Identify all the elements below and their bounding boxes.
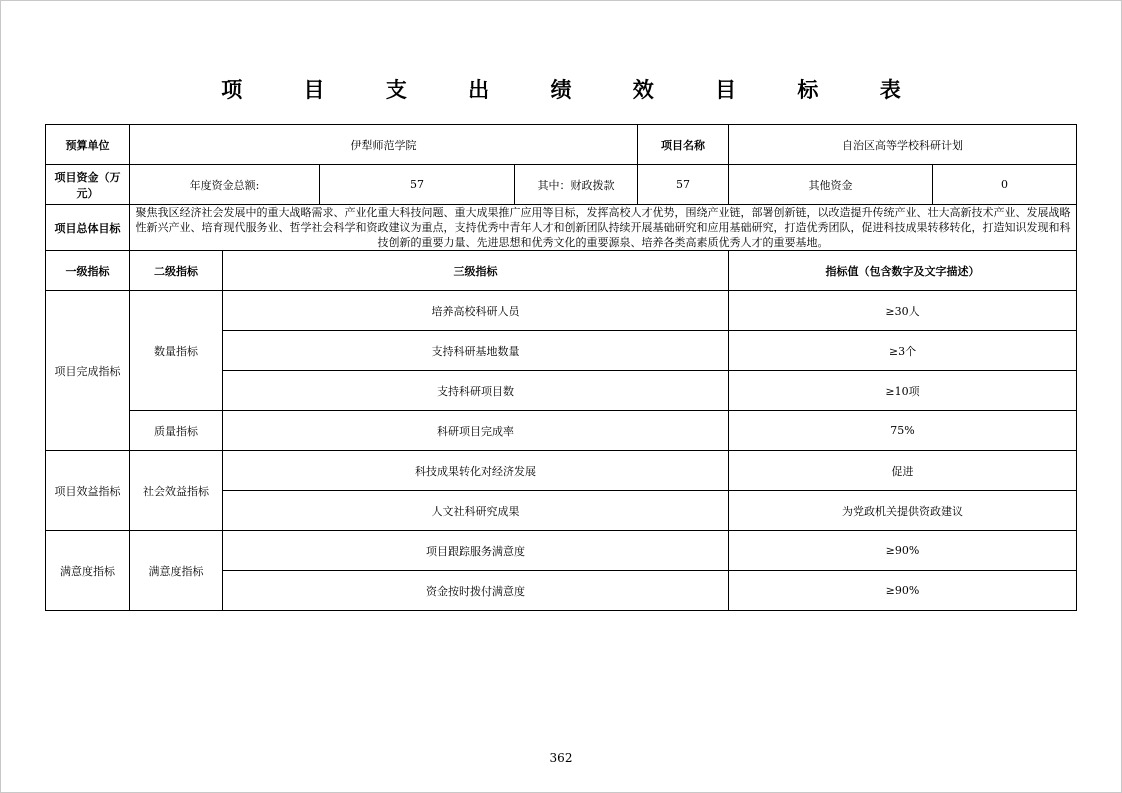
satisfaction-sub-label: 满意度指标 bbox=[130, 531, 223, 611]
table-row bbox=[46, 411, 1077, 451]
budget-unit-label: 预算单位 bbox=[46, 125, 130, 165]
completion-label: 项目完成指标 bbox=[46, 291, 130, 451]
funds-other-label: 其他资金 bbox=[729, 165, 933, 205]
indicator-name: 科技成果转化对经济发展 bbox=[223, 451, 729, 491]
quality-label: 质量指标 bbox=[130, 411, 223, 451]
indicator-name: 支持科研项目数 bbox=[223, 371, 729, 411]
funds-fiscal-value: 57 bbox=[638, 165, 729, 205]
indicator-value: ≥10项 bbox=[729, 371, 1077, 411]
quantity-label: 数量指标 bbox=[130, 291, 223, 411]
indicator-value: ≥3个 bbox=[729, 331, 1077, 371]
column-value: 指标值（包含数字及文字描述） bbox=[729, 251, 1077, 291]
indicator-value: ≥90% bbox=[729, 531, 1077, 571]
budget-unit-value: 伊犁师范学院 bbox=[130, 125, 638, 165]
satisfaction-label: 满意度指标 bbox=[46, 531, 130, 611]
page-title: 项 目 支 出 绩 效 目 标 表 bbox=[221, 78, 928, 102]
indicator-value: 75% bbox=[729, 411, 1077, 451]
funds-total-value: 57 bbox=[320, 165, 515, 205]
page-number: 362 bbox=[549, 751, 573, 765]
indicator-name: 项目跟踪服务满意度 bbox=[223, 531, 729, 571]
benefit-label: 项目效益指标 bbox=[46, 451, 130, 531]
indicator-name: 培养高校科研人员 bbox=[223, 291, 729, 331]
indicator-name: 资金按时拨付满意度 bbox=[223, 571, 729, 611]
funds-fiscal-label: 其中：财政拨款 bbox=[515, 165, 638, 205]
funds-total-label: 年度资金总额: bbox=[130, 165, 320, 205]
funds-other-value: 0 bbox=[933, 165, 1077, 205]
funds-row bbox=[46, 165, 1077, 205]
table-row bbox=[46, 291, 1077, 331]
social-benefit-label: 社会效益指标 bbox=[130, 451, 223, 531]
column-level3: 三级指标 bbox=[223, 251, 729, 291]
indicator-value: ≥30人 bbox=[729, 291, 1077, 331]
goal-text: 聚焦我区经济社会发展中的重大战略需求、产业化重大科技问题、重大成果推广应用等目标，发挥高校人才优势，围绕产业链，部署创新链，以改造提升传统产业、壮大高新技术产业、发展战略性新兴产业、培育现代服务业、哲学社会科学和资政建议为重点，支持优秀中青年人才和创新团队持续开展基础研究和应用基础研究，打造优秀团队，促进科技成果转移转化，打造知识发现和科技创新的重要力量、先进思想和优秀文化的重要源泉、培养各类高素质优秀人才的重要基地。 bbox=[130, 205, 1077, 251]
column-header-row bbox=[46, 251, 1077, 291]
goal-label: 项目总体目标 bbox=[46, 205, 130, 251]
column-level2: 二级指标 bbox=[130, 251, 223, 291]
table-row bbox=[46, 531, 1077, 571]
indicator-value: 为党政机关提供资政建议 bbox=[729, 491, 1077, 531]
indicator-name: 科研项目完成率 bbox=[223, 411, 729, 451]
indicator-value: ≥90% bbox=[729, 571, 1077, 611]
header-row bbox=[46, 125, 1077, 165]
column-level1: 一级指标 bbox=[46, 251, 130, 291]
project-name-value: 自治区高等学校科研计划 bbox=[729, 125, 1077, 165]
performance-table bbox=[45, 124, 1077, 611]
funds-label: 项目资金（万元） bbox=[46, 165, 130, 205]
indicator-value: 促进 bbox=[729, 451, 1077, 491]
project-name-label: 项目名称 bbox=[638, 125, 729, 165]
goal-row bbox=[46, 205, 1077, 251]
indicator-name: 人文社科研究成果 bbox=[223, 491, 729, 531]
table-row bbox=[46, 451, 1077, 491]
indicator-name: 支持科研基地数量 bbox=[223, 331, 729, 371]
